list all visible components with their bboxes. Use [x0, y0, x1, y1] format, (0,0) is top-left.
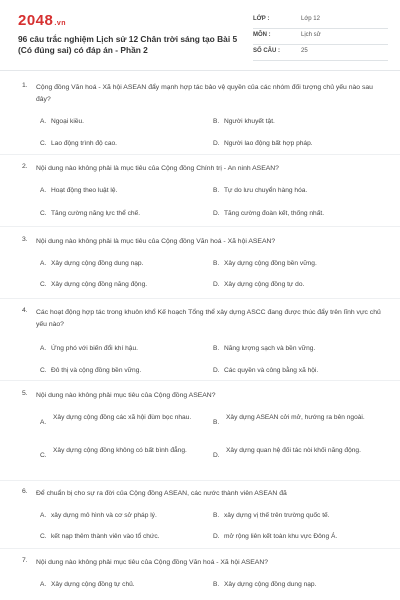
logo-brand: 2048: [18, 12, 54, 29]
question-stem: Cộng đồng Văn hoá - Xã hội ASEAN đẩy mạnh hợp tác bảo vệ quyền của các nhóm đối tượng chủ yếu nào sau đây?: [36, 84, 373, 103]
question-stem: Các hoạt động hợp tác trong khuôn khổ Kế hoạch Tổng thể xây dựng ASCC đang được thúc đẩy trên lĩnh vực chủ yếu nào?: [36, 309, 381, 328]
option-letter: C.: [40, 281, 47, 288]
meta-value: 25: [301, 48, 308, 54]
option-text: Người lao động bất hợp pháp.: [224, 140, 313, 147]
meta-row-class: [253, 13, 388, 29]
option-letter: D.: [213, 281, 220, 288]
option-text: Xây dựng cộng đồng dung nạp.: [224, 581, 317, 588]
question-number: 1.: [22, 82, 28, 89]
option-letter: B.: [213, 118, 220, 125]
question-stem: Để chuẩn bị cho sự ra đời của Cộng đồng ASEAN, các nước thành viên ASEAN đã: [36, 490, 287, 497]
question-stem: Nội dung nào không phải mục tiêu của Cộng đồng Văn hoá - Xã hội ASEAN?: [36, 559, 269, 566]
option-letter: B.: [213, 512, 220, 519]
header: [18, 12, 386, 64]
option-text: xây dựng mô hình và cơ sở pháp lý.: [51, 512, 157, 519]
option-letter: C.: [40, 533, 47, 540]
question-number: 5.: [22, 390, 28, 397]
meta-value: Lớp 12: [301, 16, 320, 22]
option-letter: A.: [40, 512, 47, 519]
option-text: Tăng cường đoàn kết, thống nhất.: [224, 210, 325, 217]
question-1: [18, 82, 386, 147]
option-text: Xây dựng ASEAN cởi mở, hướng ra bên ngoài.: [226, 414, 365, 421]
question-divider: [0, 154, 400, 155]
option-text: kết nạp thêm thành viên vào tổ chức.: [51, 533, 160, 540]
option-letter: D.: [213, 452, 220, 459]
option-text: Lao động trình độ cao.: [51, 140, 117, 147]
option-text: Ngoại kiều.: [51, 118, 84, 125]
option-letter: C.: [40, 140, 47, 147]
option-text: Ứng phó với biến đổi khí hậu.: [51, 345, 138, 352]
option-letter: A.: [40, 345, 47, 352]
page-title: 96 câu trắc nghiệm Lịch sử 12 Chân trời sáng tạo Bài 5 (Có đúng sai) có đáp án - Phần 2: [18, 34, 238, 55]
meta-label: MÔN :: [253, 32, 271, 38]
option-letter: A.: [40, 581, 47, 588]
option-letter: B.: [213, 260, 220, 267]
meta-table: [253, 13, 388, 61]
option-text: Đô thị và cộng đồng bền vững.: [51, 367, 142, 374]
question-stem: Nội dung nào không phải mục tiêu của Cộng đồng ASEAN?: [36, 392, 216, 399]
question-number: 6.: [22, 488, 28, 495]
question-6: [18, 488, 386, 548]
option-letter: B.: [213, 581, 220, 588]
option-letter: A.: [40, 260, 47, 267]
header-divider: [0, 70, 400, 71]
meta-label: SỐ CÂU :: [253, 48, 280, 54]
option-letter: D.: [213, 210, 220, 217]
option-text: Tự do lưu chuyển hàng hóa.: [224, 187, 308, 194]
question-divider: [0, 298, 400, 299]
option-letter: B.: [213, 187, 220, 194]
question-7: [18, 557, 386, 597]
question-number: 3.: [22, 236, 28, 243]
option-letter: D.: [213, 367, 220, 374]
option-text: Các quyền và công bằng xã hội.: [224, 367, 319, 374]
site-logo[interactable]: [18, 12, 66, 29]
meta-value: Lịch sử: [301, 32, 321, 38]
option-text: Xây dựng cộng đồng không có bất bình đẳng.: [53, 447, 187, 454]
option-text: Xây dựng cộng đồng dung nạp.: [51, 260, 144, 267]
option-text: Xây dựng cộng đồng tự chủ.: [51, 581, 135, 588]
question-4: [18, 307, 386, 377]
option-letter: B.: [213, 419, 220, 426]
question-divider: [0, 548, 400, 549]
option-text: xây dựng vị thế trên trường quốc tế.: [224, 512, 330, 519]
option-text: Xây dựng cộng đồng năng động.: [51, 281, 148, 288]
option-letter: C.: [40, 452, 47, 459]
option-letter: C.: [40, 367, 47, 374]
question-divider: [0, 226, 400, 227]
option-text: Tăng cường năng lực thể chế.: [51, 210, 141, 217]
option-letter: D.: [213, 533, 220, 540]
option-letter: B.: [213, 345, 220, 352]
question-number: 7.: [22, 557, 28, 564]
option-text: Người khuyết tật.: [224, 118, 275, 125]
option-text: Hoạt động theo luật lệ.: [51, 187, 118, 194]
option-text: Xây dựng cộng đồng các xã hội đùm bọc nhau.: [53, 414, 192, 421]
meta-row-count: [253, 45, 388, 61]
option-letter: C.: [40, 210, 47, 217]
question-stem: Nội dung nào không phải là mục tiêu của Cộng đồng Văn hoá - Xã hội ASEAN?: [36, 238, 276, 245]
option-text: mở rộng liên kết toàn khu vực Đông Á.: [224, 533, 338, 540]
question-3: [18, 236, 386, 296]
option-letter: A.: [40, 419, 47, 426]
question-number: 2.: [22, 163, 28, 170]
question-divider: [0, 480, 400, 481]
option-text: Xây dựng quan hệ đối tác nòi khối năng động.: [226, 447, 361, 454]
meta-row-subject: [253, 29, 388, 45]
question-number: 4.: [22, 307, 28, 314]
question-divider: [0, 380, 400, 381]
question-stem: Nội dung nào không phải là mục tiêu của Cộng đồng Chính trị - An ninh ASEAN?: [36, 165, 279, 172]
meta-label: LỚP :: [253, 16, 270, 22]
option-text: Xây dựng cộng đồng bền vững.: [224, 260, 317, 267]
option-text: Xây dựng cộng đồng tự do.: [224, 281, 305, 288]
question-5: [18, 390, 386, 470]
logo-tld: .vn: [54, 20, 66, 27]
question-2: [18, 163, 386, 223]
option-letter: D.: [213, 140, 220, 147]
option-letter: A.: [40, 118, 47, 125]
option-text: Năng lượng sạch và bền vững.: [224, 345, 316, 352]
option-letter: A.: [40, 187, 47, 194]
